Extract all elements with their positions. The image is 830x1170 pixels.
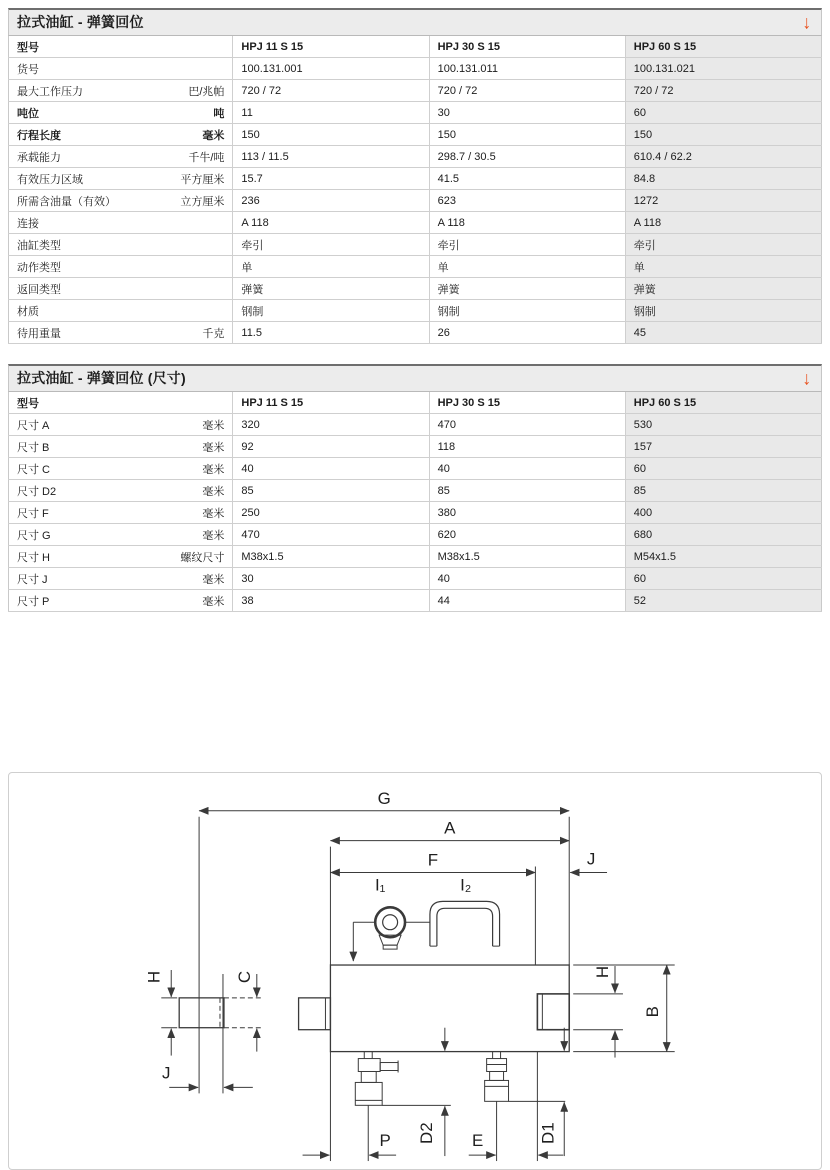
table-row xyxy=(9,58,822,80)
row-unit: 毫米 xyxy=(202,129,225,142)
value-cell: M38x1.5 xyxy=(429,546,625,568)
value-cell: 470 xyxy=(429,414,625,436)
table-row xyxy=(9,546,822,568)
value-cell: 623 xyxy=(429,190,625,212)
value-cell: 380 xyxy=(429,502,625,524)
row-label-cell xyxy=(9,322,233,344)
row-unit: 毫米 xyxy=(202,485,225,498)
row-unit: 螺纹尺寸 xyxy=(180,551,225,564)
value-cell: 620 xyxy=(429,524,625,546)
table-row xyxy=(9,414,822,436)
row-label-cell xyxy=(9,590,233,612)
value-cell: 92 xyxy=(233,436,429,458)
row-label: 尺寸 D2 xyxy=(17,485,57,498)
value-cell: 250 xyxy=(233,502,429,524)
row-label-cell xyxy=(9,568,233,590)
dim-label-p: P xyxy=(379,1131,391,1151)
value-cell: 单 xyxy=(429,256,625,278)
dim-label-i2: I₂ xyxy=(460,875,472,895)
row-label-cell xyxy=(9,58,233,80)
table-row xyxy=(9,168,822,190)
table-row xyxy=(9,436,822,458)
model-label-header: 型号 xyxy=(9,36,233,58)
row-label: 货号 xyxy=(17,63,39,76)
value-cell: 牵引 xyxy=(233,234,429,256)
value-cell: 680 xyxy=(625,524,821,546)
value-cell: 84.8 xyxy=(625,168,821,190)
table-row xyxy=(9,234,822,256)
table-row xyxy=(9,480,822,502)
row-label-cell xyxy=(9,80,233,102)
value-cell: 52 xyxy=(625,590,821,612)
table-row xyxy=(9,458,822,480)
dim-label-j-top: J xyxy=(586,849,596,869)
row-label-cell xyxy=(9,234,233,256)
value-cell: 弹簧 xyxy=(233,278,429,300)
value-cell: 530 xyxy=(625,414,821,436)
value-cell: 钢制 xyxy=(625,300,821,322)
row-unit: 千克 xyxy=(202,327,225,340)
row-label: 连接 xyxy=(17,217,39,230)
value-cell: 60 xyxy=(625,102,821,124)
value-cell: 100.131.021 xyxy=(625,58,821,80)
row-label-cell xyxy=(9,436,233,458)
row-unit: 毫米 xyxy=(202,441,225,454)
value-cell: 320 xyxy=(233,414,429,436)
value-cell: 157 xyxy=(625,436,821,458)
section-header-specs xyxy=(8,8,822,36)
value-cell: 100.131.001 xyxy=(233,58,429,80)
value-cell: 150 xyxy=(233,124,429,146)
row-unit: 毫米 xyxy=(202,595,225,608)
dimensions-table xyxy=(8,392,822,612)
row-label-cell xyxy=(9,278,233,300)
section-title-dimensions: 拉式油缸 - 弹簧回位 (尺寸) xyxy=(17,370,186,386)
technical-drawing-panel xyxy=(8,772,822,1170)
value-cell: 470 xyxy=(233,524,429,546)
row-label-cell xyxy=(9,190,233,212)
row-label: 动作类型 xyxy=(17,261,61,274)
header-row xyxy=(9,36,822,58)
value-cell: A 118 xyxy=(233,212,429,234)
row-unit: 毫米 xyxy=(202,463,225,476)
table-row xyxy=(9,102,822,124)
row-label-cell xyxy=(9,502,233,524)
table-row xyxy=(9,256,822,278)
dim-label-e: E xyxy=(472,1131,484,1151)
value-cell: A 118 xyxy=(429,212,625,234)
row-label-cell xyxy=(9,524,233,546)
value-cell: M54x1.5 xyxy=(625,546,821,568)
value-cell: 30 xyxy=(233,568,429,590)
value-cell: 40 xyxy=(429,458,625,480)
dim-label-a: A xyxy=(444,818,456,838)
row-unit: 毫米 xyxy=(202,507,225,520)
section-header-dimensions xyxy=(8,364,822,392)
row-label: 尺寸 P xyxy=(17,595,50,608)
value-cell: 15.7 xyxy=(233,168,429,190)
row-label: 行程长度 xyxy=(17,129,61,142)
value-cell: 118 xyxy=(429,436,625,458)
row-label-cell xyxy=(9,124,233,146)
table-row xyxy=(9,190,822,212)
value-cell: 150 xyxy=(429,124,625,146)
table-row xyxy=(9,124,822,146)
table-row xyxy=(9,300,822,322)
dim-label-i1: I₁ xyxy=(374,875,386,895)
value-cell: 720 / 72 xyxy=(625,80,821,102)
row-label: 尺寸 B xyxy=(17,441,50,454)
row-label: 尺寸 H xyxy=(17,551,50,564)
value-cell: 150 xyxy=(625,124,821,146)
header-row xyxy=(9,392,822,414)
table-row xyxy=(9,212,822,234)
dim-label-h-left: H xyxy=(144,970,164,984)
value-cell: 钢制 xyxy=(233,300,429,322)
specs-table xyxy=(8,36,822,344)
table-row xyxy=(9,590,822,612)
table-row xyxy=(9,568,822,590)
section-dimensions xyxy=(8,364,822,612)
table-row xyxy=(9,146,822,168)
value-cell: 45 xyxy=(625,322,821,344)
table-row xyxy=(9,502,822,524)
table-row xyxy=(9,322,822,344)
value-cell: 26 xyxy=(429,322,625,344)
drawing-lines xyxy=(161,811,674,1161)
dim-label-c: C xyxy=(234,970,254,984)
download-arrow-icon[interactable]: ↓ xyxy=(802,11,811,33)
value-cell: 610.4 / 62.2 xyxy=(625,146,821,168)
row-label-cell xyxy=(9,480,233,502)
value-cell: 牵引 xyxy=(625,234,821,256)
value-cell: 60 xyxy=(625,458,821,480)
row-label: 待用重量 xyxy=(17,327,61,340)
row-label-cell xyxy=(9,300,233,322)
row-label: 油缸类型 xyxy=(17,239,61,252)
row-label-cell xyxy=(9,212,233,234)
row-label: 材质 xyxy=(17,305,39,318)
column-header: HPJ 30 S 15 xyxy=(429,392,625,414)
value-cell: 单 xyxy=(625,256,821,278)
value-cell: 30 xyxy=(429,102,625,124)
row-label-cell xyxy=(9,146,233,168)
row-label-cell xyxy=(9,168,233,190)
value-cell: 85 xyxy=(429,480,625,502)
dim-label-d1: D1 xyxy=(538,1122,558,1144)
value-cell: 85 xyxy=(625,480,821,502)
row-label-cell xyxy=(9,256,233,278)
row-label: 承载能力 xyxy=(17,151,61,164)
model-label-header: 型号 xyxy=(9,392,233,414)
value-cell: 44 xyxy=(429,590,625,612)
value-cell: 41.5 xyxy=(429,168,625,190)
value-cell: 100.131.011 xyxy=(429,58,625,80)
value-cell: 单 xyxy=(233,256,429,278)
value-cell: 牵引 xyxy=(429,234,625,256)
column-header: HPJ 11 S 15 xyxy=(233,36,429,58)
row-unit: 吨 xyxy=(213,107,225,120)
dim-label-f: F xyxy=(427,850,439,870)
table-row xyxy=(9,524,822,546)
section-specs xyxy=(8,8,822,344)
dim-label-h-right: H xyxy=(593,965,613,979)
row-unit: 毫米 xyxy=(202,419,225,432)
row-label: 尺寸 A xyxy=(17,419,50,432)
row-label: 有效压力区域 xyxy=(17,173,83,186)
dim-label-j-left: J xyxy=(162,1063,171,1083)
value-cell: 720 / 72 xyxy=(233,80,429,102)
row-label: 尺寸 G xyxy=(17,529,51,542)
row-label: 最大工作压力 xyxy=(17,85,83,98)
dim-label-d2: D2 xyxy=(416,1122,436,1144)
row-label-cell xyxy=(9,546,233,568)
value-cell: 400 xyxy=(625,502,821,524)
value-cell: 113 / 11.5 xyxy=(233,146,429,168)
value-cell: 40 xyxy=(429,568,625,590)
row-label: 尺寸 F xyxy=(17,507,49,520)
value-cell: 弹簧 xyxy=(625,278,821,300)
value-cell: 720 / 72 xyxy=(429,80,625,102)
row-unit: 立方厘米 xyxy=(180,195,225,208)
column-header: HPJ 60 S 15 xyxy=(625,36,821,58)
column-header: HPJ 30 S 15 xyxy=(429,36,625,58)
row-label: 返回类型 xyxy=(17,283,61,296)
column-header: HPJ 11 S 15 xyxy=(233,392,429,414)
value-cell: 60 xyxy=(625,568,821,590)
value-cell: 11 xyxy=(233,102,429,124)
download-arrow-icon[interactable]: ↓ xyxy=(802,367,811,389)
value-cell: 40 xyxy=(233,458,429,480)
value-cell: 236 xyxy=(233,190,429,212)
dim-label-g: G xyxy=(377,788,391,808)
row-unit: 平方厘米 xyxy=(180,173,225,186)
row-unit: 毫米 xyxy=(202,573,225,586)
row-unit: 千牛/吨 xyxy=(188,151,225,164)
value-cell: 38 xyxy=(233,590,429,612)
section-title-specs: 拉式油缸 - 弹簧回位 xyxy=(17,14,144,30)
value-cell: 弹簧 xyxy=(429,278,625,300)
row-label: 所需含油量（有效） xyxy=(17,195,116,208)
value-cell: 1272 xyxy=(625,190,821,212)
row-label: 尺寸 C xyxy=(17,463,50,476)
row-label-cell xyxy=(9,458,233,480)
table-row xyxy=(9,80,822,102)
row-label: 吨位 xyxy=(17,107,39,120)
value-cell: 298.7 / 30.5 xyxy=(429,146,625,168)
row-unit: 毫米 xyxy=(202,529,225,542)
column-header: HPJ 60 S 15 xyxy=(625,392,821,414)
value-cell: 钢制 xyxy=(429,300,625,322)
row-label: 尺寸 J xyxy=(17,573,48,586)
row-label-cell xyxy=(9,102,233,124)
value-cell: M38x1.5 xyxy=(233,546,429,568)
cylinder-dimension-drawing xyxy=(9,773,821,1169)
value-cell: 85 xyxy=(233,480,429,502)
value-cell: A 118 xyxy=(625,212,821,234)
row-unit: 巴/兆帕 xyxy=(188,85,225,98)
row-label-cell xyxy=(9,414,233,436)
dim-label-b: B xyxy=(642,1006,662,1018)
value-cell: 11.5 xyxy=(233,322,429,344)
table-row xyxy=(9,278,822,300)
